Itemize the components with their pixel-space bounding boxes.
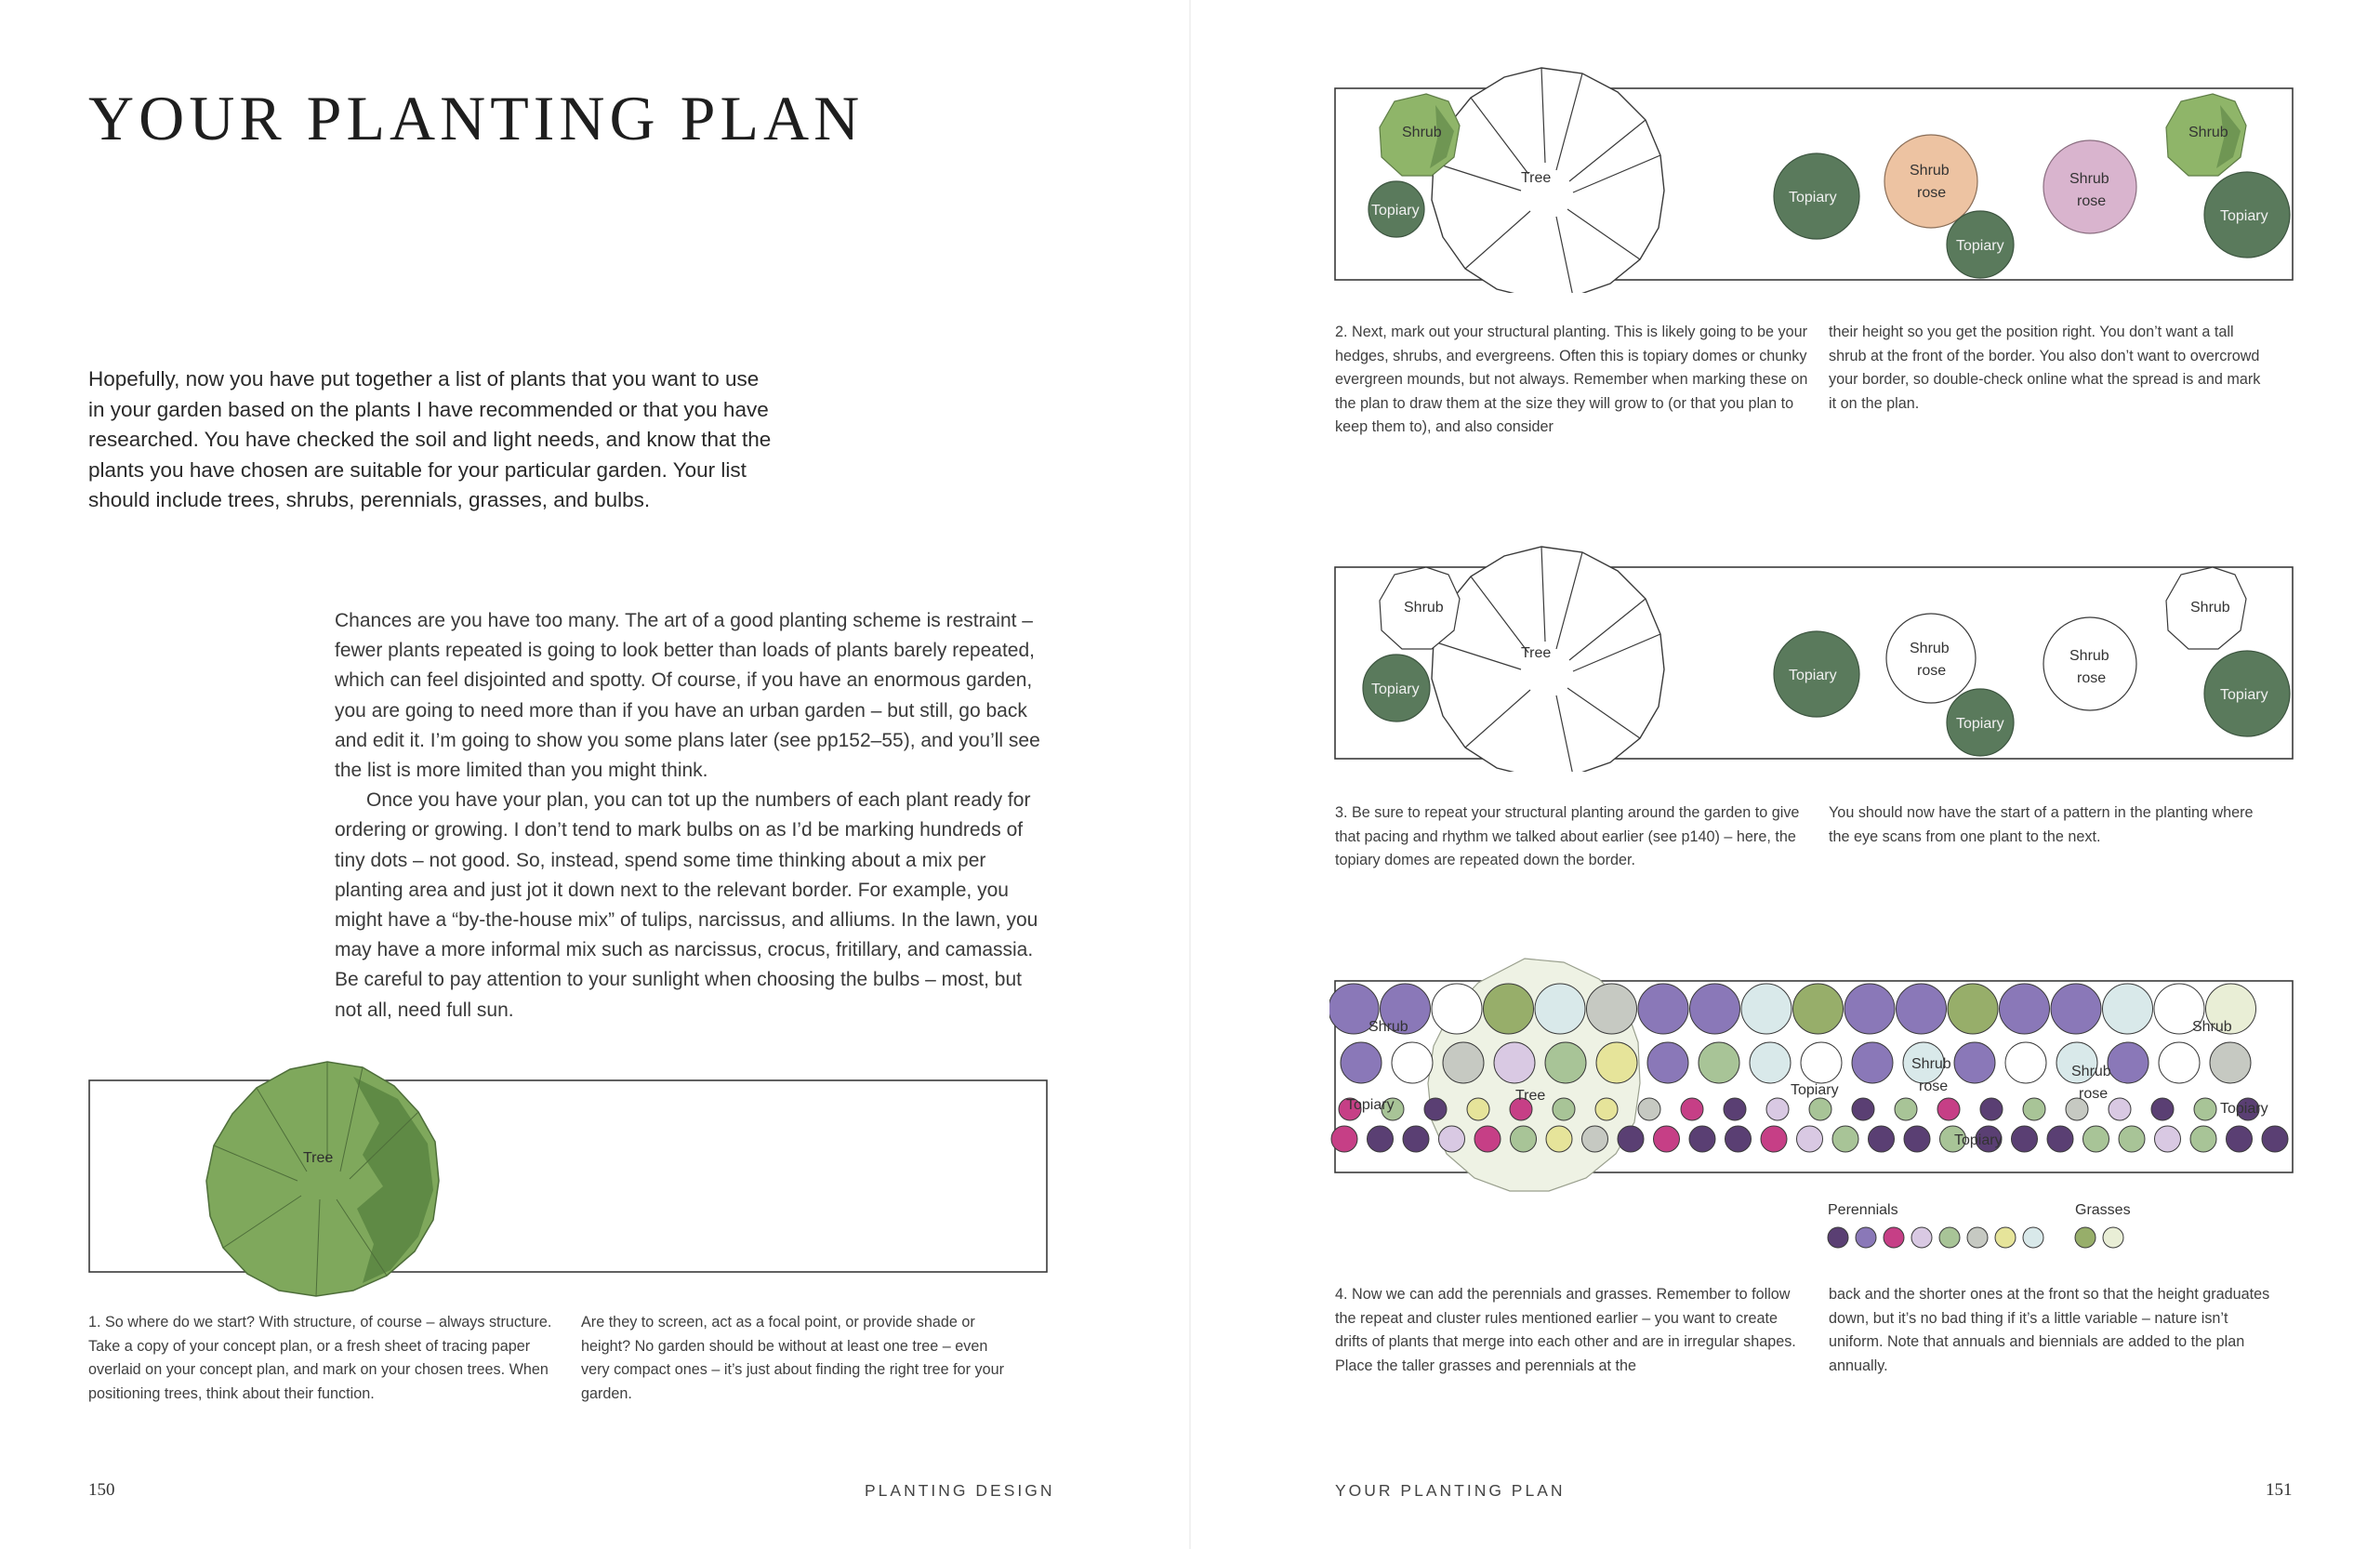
plant-small-9	[1724, 1098, 1746, 1120]
shrub-rose-label-d: rose	[2077, 670, 2107, 686]
plant-front-19	[2012, 1126, 2038, 1152]
plant-mid-15	[2108, 1042, 2149, 1083]
plant-front-11	[1726, 1126, 1752, 1152]
plan-4-perennials-grasses-diagram	[1329, 953, 2296, 1260]
plant-small-15	[1980, 1098, 2003, 1120]
plant-mid-1	[1392, 1042, 1433, 1083]
intro-paragraph: Hopefully, now you have put together a list of plants that you want to use in your garden based on the plants I have recommended or that you have researched. You have checked the soil and light needs, and know that the plants you have chosen are suitable for your particular garden. Your list should include trees, shrubs, perennials, grasses, and bulbs.	[88, 367, 772, 511]
legend-grasses-label: Grasses	[2075, 1202, 2131, 1218]
shrub-label-right: Shrub	[2188, 125, 2228, 140]
plant-small-11	[1809, 1098, 1831, 1120]
plant-back-15	[2103, 984, 2153, 1034]
plant-front-20	[2047, 1126, 2073, 1152]
plant-mid-17	[2210, 1042, 2251, 1083]
caption-4b: back and the shorter ones at the front so that the height graduates down, but it’s no bad thing if it’s a little variable – nature isn’t uniform. Note that annuals and biennials are added to the plan annually.	[1829, 1286, 2270, 1374]
plant-small-8	[1681, 1098, 1703, 1120]
plant-front-2	[1403, 1126, 1429, 1152]
legend-grass-swatch-1	[2103, 1227, 2123, 1248]
topiary-label-mid: Topiary	[1791, 1082, 1839, 1098]
plant-small-12	[1852, 1098, 1874, 1120]
shrub-rose-a	[1886, 614, 1976, 703]
plant-mid-9	[1801, 1042, 1842, 1083]
topiary-label-left: Topiary	[1371, 682, 1420, 697]
caption-1a: 1. So where do we start? With structure, of course – always structure. Take a copy of your concept plan, or a fresh sheet of tracing paper overlaid on your concept plan, and mark on your chosen trees. When positioning trees, think about their function.	[88, 1314, 552, 1402]
plant-mid-8	[1750, 1042, 1791, 1083]
plant-mid-6	[1647, 1042, 1688, 1083]
plant-small-7	[1638, 1098, 1660, 1120]
plant-front-22	[2119, 1126, 2145, 1152]
plan-1-tree-diagram	[84, 1051, 1051, 1311]
tree-label: Tree	[1515, 1088, 1546, 1104]
legend-grass-swatches	[2075, 1227, 2123, 1248]
plant-back-11	[1897, 984, 1947, 1034]
plant-mid-7	[1699, 1042, 1739, 1083]
tree-label: Tree	[1521, 645, 1552, 661]
plant-small-10	[1766, 1098, 1789, 1120]
plant-back-12	[1948, 984, 1998, 1034]
legend-perennial-swatch-6	[1995, 1227, 2016, 1248]
legend-perennial-swatch-0	[1828, 1227, 1848, 1248]
plant-small-13	[1895, 1098, 1917, 1120]
plant-front-3	[1439, 1126, 1465, 1152]
shrub-rose-label-c: Shrub	[2069, 171, 2109, 187]
plant-mid-5	[1596, 1042, 1637, 1083]
plant-front-26	[2262, 1126, 2288, 1152]
left-page-number: 150	[88, 1480, 115, 1500]
legend-perennial-swatch-5	[1967, 1227, 1988, 1248]
legend-perennial-swatch-3	[1911, 1227, 1932, 1248]
topiary-label-left: Topiary	[1346, 1097, 1395, 1113]
plant-small-2	[1424, 1098, 1447, 1120]
plant-front-14	[1832, 1126, 1858, 1152]
plant-small-3	[1467, 1098, 1489, 1120]
topiary-label-mid: Topiary	[1789, 190, 1837, 205]
shrub-rose-b	[2043, 617, 2136, 710]
topiary-label-right: Topiary	[2220, 687, 2268, 703]
plant-front-12	[1761, 1126, 1787, 1152]
plant-back-2	[1432, 984, 1482, 1034]
plant-mid-16	[2159, 1042, 2200, 1083]
plant-front-1	[1368, 1126, 1394, 1152]
shrub-label-right: Shrub	[2190, 600, 2230, 616]
plant-front-8	[1618, 1126, 1644, 1152]
shrub-rose-label-d: rose	[2077, 193, 2107, 209]
plant-front-4	[1474, 1126, 1501, 1152]
page-gutter	[1189, 0, 1191, 1549]
plant-mid-2	[1443, 1042, 1484, 1083]
plant-front-6	[1546, 1126, 1572, 1152]
shrub-label-left: Shrub	[1402, 125, 1442, 140]
plant-small-19	[2151, 1098, 2174, 1120]
legend-perennial-swatches	[1828, 1227, 2043, 1248]
shrub-label-right: Shrub	[2192, 1019, 2232, 1035]
shrub-rose-label-a: Shrub	[1910, 163, 1950, 179]
plant-front-9	[1654, 1126, 1680, 1152]
caption-4a: 4. Now we can add the perennials and grasses. Remember to follow the repeat and cluster rules mentioned earlier – you want to create drifts of plants that merge into each other and are in irregular shapes. Place the taller grasses and perennials at the	[1335, 1286, 1796, 1374]
plant-back-3	[1484, 984, 1534, 1034]
plant-back-8	[1741, 984, 1792, 1034]
plant-small-16	[2023, 1098, 2045, 1120]
caption-2b: their height so you get the position right. You don’t want a tall shrub at the front of the border. You also don’t want to overcrowd your border, so double-check online what the spread is and mark it on the plan.	[1829, 324, 2261, 412]
plant-small-5	[1553, 1098, 1575, 1120]
shrub-rose-label-a: Shrub	[1910, 641, 1950, 656]
plan-3-repeated-structure-diagram	[1329, 539, 2296, 772]
topiary-label-front: Topiary	[1956, 716, 2004, 732]
shrub-rose-label-c: Shrub	[2071, 1064, 2111, 1079]
topiary-label-front: Topiary	[1954, 1132, 2003, 1148]
caption-3b: You should now have the start of a pattern in the planting where the eye scans from one plant to the next.	[1829, 804, 2254, 845]
caption-1b: Are they to screen, act as a focal point, or provide shade or height? No garden should be without at least one tree – even very compact ones – it’s just about finding the right tree for your garden.	[581, 1314, 1004, 1402]
plant-mid-10	[1852, 1042, 1893, 1083]
plan-2-structural-diagram	[1329, 60, 2296, 293]
plant-front-25	[2227, 1126, 2253, 1152]
shrub-rose-label-c: Shrub	[2069, 648, 2109, 664]
topiary-label-front: Topiary	[1956, 238, 2004, 254]
left-running-footer: PLANTING DESIGN	[865, 1481, 1055, 1500]
caption-2a: 2. Next, mark out your structural planting. This is likely going to be your hedges, shrubs, and evergreens. Often this is topiary domes or chunky evergreen mounds, but not always. Remember when marking these on the plan to draw them at the size they will grow to (or that you plan to keep them to), and also consider	[1335, 324, 1808, 435]
body-text	[335, 606, 1051, 1026]
plant-back-10	[1844, 984, 1895, 1034]
plant-front-7	[1582, 1126, 1608, 1152]
topiary-label-left: Topiary	[1371, 203, 1420, 218]
right-page-number: 151	[2266, 1480, 2293, 1500]
plant-front-13	[1797, 1126, 1823, 1152]
plant-back-4	[1535, 984, 1585, 1034]
topiary-label-right: Topiary	[2220, 1101, 2268, 1117]
shrub-rose-label-a: Shrub	[1911, 1056, 1951, 1072]
legend-perennial-swatch-2	[1884, 1227, 1904, 1248]
right-running-footer: YOUR PLANTING PLAN	[1335, 1481, 1566, 1500]
plant-front-0	[1331, 1126, 1357, 1152]
plant-front-5	[1511, 1126, 1537, 1152]
legend-perennial-swatch-7	[2023, 1227, 2043, 1248]
shrub-label-left: Shrub	[1404, 600, 1444, 616]
legend-perennials-label: Perennials	[1828, 1202, 1898, 1218]
topiary-label-right: Topiary	[2220, 208, 2268, 224]
plant-front-10	[1689, 1126, 1715, 1152]
plant-back-13	[2000, 984, 2050, 1034]
shrub-rose-label-b: rose	[1919, 1079, 1949, 1094]
shrub-label-left: Shrub	[1368, 1019, 1408, 1035]
legend-perennial-swatch-1	[1856, 1227, 1876, 1248]
shrub-rose-label-d: rose	[2079, 1086, 2109, 1102]
plant-mid-13	[2005, 1042, 2046, 1083]
shrub-rose-pink	[2043, 140, 2136, 233]
caption-3a: 3. Be sure to repeat your structural planting around the garden to give that pacing and rhythm we talked about earlier (see p140) – here, the topiary domes are repeated down the border.	[1335, 804, 1800, 868]
legend-perennial-swatch-4	[1939, 1227, 1960, 1248]
body-paragraph-1: Chances are you have too many. The art of a good planting scheme is restraint – fewer plants repeated is going to look better than loads of plants barely repeated, which can feel disjointed and spotty. Of course, if you have an enormous garden, you are going to need more than if you have an urban garden – but still, go back and edit it. I’m going to show you some plans later (see pp152–55), and you’ll see the list is more limited than you might think.	[335, 610, 1040, 782]
plant-front-16	[1904, 1126, 1930, 1152]
plant-front-15	[1869, 1126, 1895, 1152]
legend-grass-swatch-0	[2075, 1227, 2096, 1248]
body-paragraph-2: Once you have your plan, you can tot up the numbers of each plant ready for ordering or growing. I don’t tend to mark bulbs on as I’d be marking hundreds of tiny dots – not good. So, instead, spend some time thinking about a mix per planting area and just jot it down next to the relevant border. For example, you might have a “by-the-house mix” of tulips, narcissus, and alliums. In the lawn, you may have a more informal mix such as narcissus, crocus, fritillary, and camassia. Be careful to pay attention to your sunlight when choosing the bulbs – most, but not all, need full sun.	[335, 789, 1038, 1021]
plant-back-9	[1793, 984, 1844, 1034]
plant-mid-4	[1545, 1042, 1586, 1083]
plant-mid-12	[1954, 1042, 1995, 1083]
plant-small-6	[1595, 1098, 1618, 1120]
shrub-rose-label-b: rose	[1917, 185, 1947, 201]
page-title: YOUR PLANTING PLAN	[88, 83, 865, 153]
tree-label: Tree	[303, 1150, 334, 1166]
tree-label: Tree	[1521, 170, 1552, 186]
plant-front-23	[2155, 1126, 2181, 1152]
plant-small-20	[2194, 1098, 2216, 1120]
plant-front-21	[2083, 1126, 2109, 1152]
plant-small-14	[1937, 1098, 1960, 1120]
plant-front-24	[2190, 1126, 2216, 1152]
plant-back-7	[1690, 984, 1740, 1034]
shrub-rose-peach	[1884, 135, 1977, 228]
plant-small-18	[2109, 1098, 2131, 1120]
topiary-label-mid: Topiary	[1789, 668, 1837, 683]
plant-back-6	[1638, 984, 1688, 1034]
plant-mid-0	[1341, 1042, 1382, 1083]
plant-mid-3	[1494, 1042, 1535, 1083]
plant-back-5	[1587, 984, 1637, 1034]
plant-back-14	[2051, 984, 2101, 1034]
shrub-rose-label-b: rose	[1917, 663, 1947, 679]
